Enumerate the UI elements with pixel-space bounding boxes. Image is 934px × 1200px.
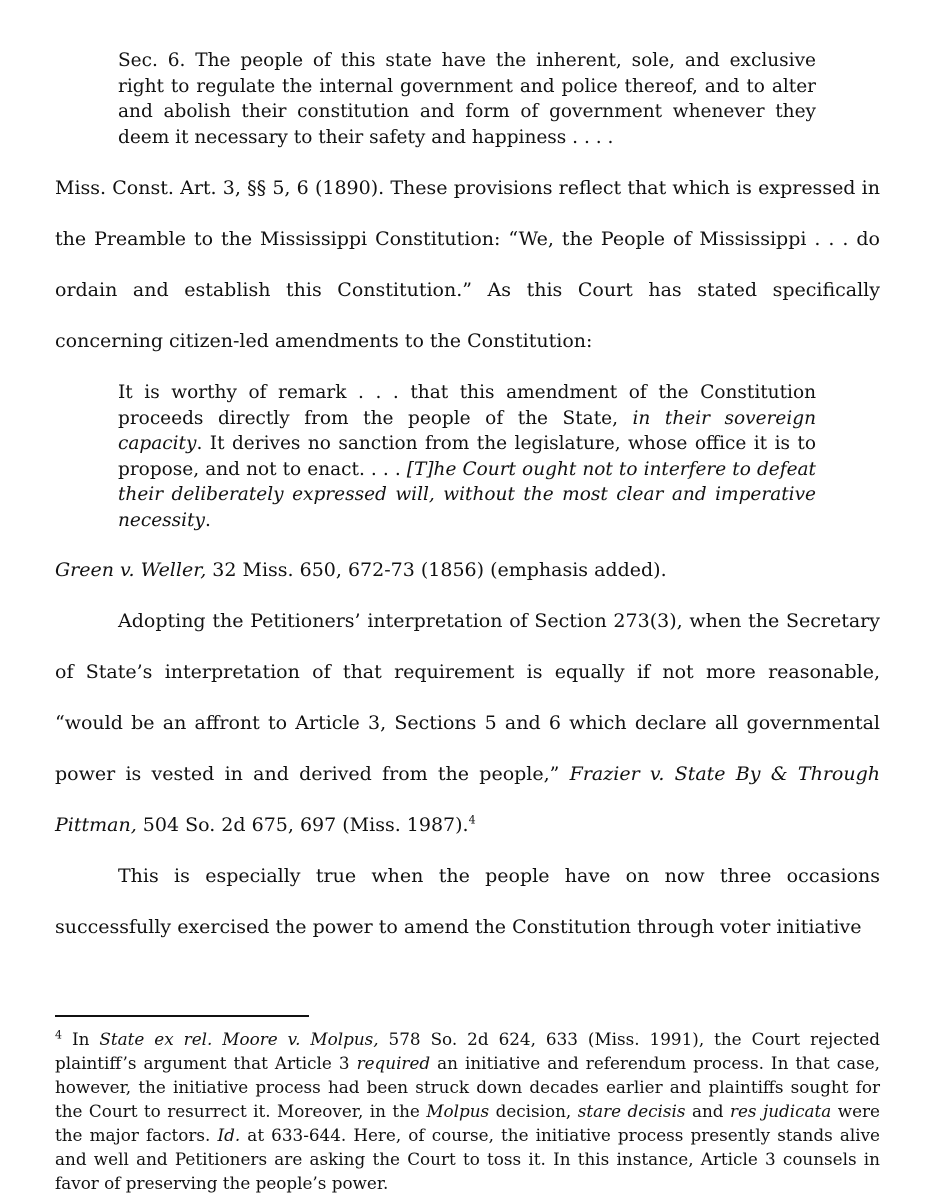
case-name: State ex rel. Moore v. Molpus, [99,1029,379,1049]
footnote-4: $^4$ In State ex rel. Moore v. Molpus, 578 So. 2d 624, 633 (Miss. 1991), the Court rejected plaintiff’s argument that Article 3 required an initiative and referendum process. In that case, however, the initiative process had been struck down decades earlier and plaintiffs sought for the Court to resurrect it. Moreover, in the Molpus decision, stare decisis and res judicata were the major factors. Id. at 633-644. Here, of course, the initiative process presently stands alive and well and Petitioners are asking the Court to toss it. In this instance, Article 3 counsels in favor of preserving the people’s power. [55,1028,881,1193]
footnote-separator [55,1015,309,1017]
emphasis-sovereign-capacity: in their sovereign capacity [118,407,816,454]
emphasis-court-ought-not: [T]he Court ought not to interfere to defeat their deliberately expressed will, without the most clear and imperative necessity [118,458,816,531]
block-quote-section-6: Sec. 6. The people of this state have the inherent, sole, and exclusive right to regulate the internal government and police thereof, and to alter and abolish their constitution and form of government whenever they deem it necessary to their safety and happiness . . . . [118,50,816,148]
case-name: Frazier v. State By & Through Pittman, [55,763,880,836]
paragraph-adopting-interpretation: Adopting the Petitioners’ interpretation of Section 273(3), when the Secretary of State’s interpretation of that requirement is equally if not more reasonable, “would be an affront to Article 3, Sections 5 and 6 which declare all governmental power is vested in and derived from the people,” Frazier v. State By & Through Pittman, 504 So. 2d 675, 697 (Miss. 1987).$^4$ [55,610,880,836]
citation-green-v-weller: Green v. Weller, 32 Miss. 650, 672-73 (1856) (emphasis added). [55,559,667,581]
footnote-reference: 4 [468,813,476,827]
footnote-number: 4 [55,1028,62,1042]
paragraph-especially-true: This is especially true when the people have on now three occasions successfully exercised the power to amend the Constitution through voter initiative [55,865,880,938]
case-name: Green v. Weller, [55,559,207,581]
block-quote-green-v-weller: It is worthy of remark . . . that this amendment of the Constitution proceeds directly from the people of the State, in their sovereign capacity. It derives no sanction from the legislature, whose office it is to propose, and not to enact. . . . [T]he Court ought not to interfere to defeat their deliberately expressed will, without the most clear and imperative necessity. [118,382,816,531]
paragraph-constitution-citation: Miss. Const. Art. 3, §§ 5, 6 (1890). These provisions reflect that which is expressed in the Preamble to the Mississippi Constitution: “We, the People of Mississippi . . . do ordain and establish this Constitution.” As this Court has stated specifically concerning citizen-led amendments to the Constitution: [55,177,880,352]
